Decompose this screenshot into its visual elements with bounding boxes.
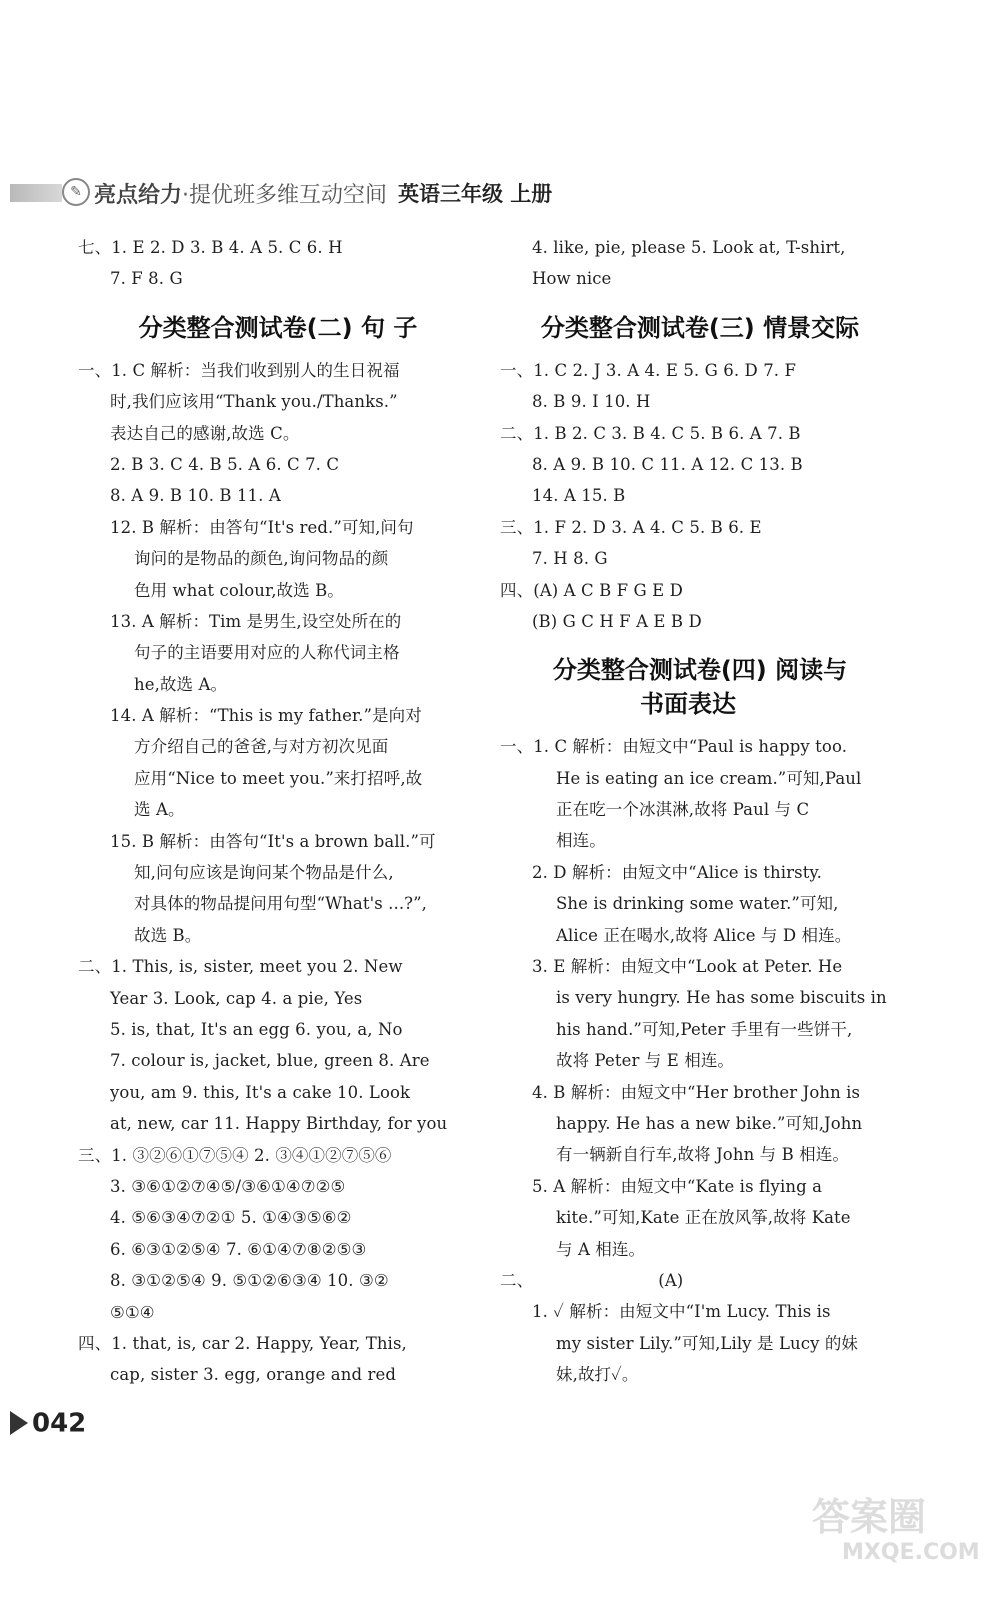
book-title: 英语三年级 上册 bbox=[398, 182, 553, 206]
answer-line: he,故选 A。 bbox=[134, 674, 228, 694]
answer-line: Year 3. Look, cap 4. a pie, Yes bbox=[110, 988, 363, 1008]
left-column bbox=[78, 232, 478, 1391]
answer-line: 14. A 解析：“This is my father.”是向对 bbox=[110, 706, 422, 726]
answer-line: ⑤①④ bbox=[110, 1302, 155, 1322]
answer-line: is very hungry. He has some biscuits in bbox=[556, 988, 887, 1008]
answer-line: 色用 what colour,故选 B。 bbox=[134, 580, 344, 600]
page-header bbox=[0, 176, 1000, 212]
answer-line: his hand.”可知,Peter 手里有一些饼干, bbox=[556, 1019, 853, 1039]
answer-line: 13. A 解析：Tim 是男生,设空处所在的 bbox=[110, 611, 402, 631]
answer-line: 正在吃一个冰淇淋,故将 Paul 与 C bbox=[556, 800, 810, 820]
answer-line: 与 A 相连。 bbox=[556, 1239, 646, 1259]
answer-line: happy. He has a new bike.”可知,John bbox=[556, 1113, 863, 1133]
answer-line: 句子的主语要用对应的人称代词主格 bbox=[134, 643, 400, 663]
section-title: 分类整合测试卷(二) 句 子 bbox=[138, 313, 418, 342]
answer-line: 三、1. ③②⑥①⑦⑤④ 2. ③④①②⑦⑤⑥ bbox=[78, 1145, 392, 1165]
answer-line: kite.”可知,Kate 正在放风筝,故将 Kate bbox=[556, 1208, 851, 1228]
section-title: 分类整合测试卷(三) 情景交际 bbox=[540, 313, 860, 342]
answer-line: 8. A 9. B 10. C 11. A 12. C 13. B bbox=[532, 454, 803, 474]
answer-line: 选 A。 bbox=[134, 800, 185, 820]
brand-name bbox=[94, 178, 387, 209]
answer-line: 故选 B。 bbox=[134, 925, 202, 945]
answer-line: 妹,故打✓。 bbox=[556, 1365, 639, 1385]
page-number bbox=[10, 1408, 86, 1439]
brand-main: 亮点给力 bbox=[94, 183, 183, 208]
answer-line: 二、1. B 2. C 3. B 4. C 5. B 6. A 7. B bbox=[500, 423, 801, 443]
answer-line: 7. H 8. G bbox=[532, 549, 608, 569]
answer-line: 5. is, that, It's an egg 6. you, a, No bbox=[110, 1019, 403, 1039]
answer-line: 二、1. This, is, sister, meet you 2. New bbox=[78, 957, 403, 977]
answer-line: 4. B 解析：由短文中“Her brother John is bbox=[532, 1082, 861, 1102]
answer-line: 询问的是物品的颜色,询问物品的颜 bbox=[134, 549, 389, 569]
answer-line: 2. B 3. C 4. B 5. A 6. C 7. C bbox=[110, 454, 340, 474]
answer-line: She is drinking some water.”可知, bbox=[556, 894, 839, 914]
answer-line: 一、1. C 解析：由短文中“Paul is happy too. bbox=[500, 737, 848, 757]
answer-line: 4. ⑤⑥③④⑦②① 5. ①④③⑤⑥② bbox=[110, 1208, 352, 1228]
answer-line: 七、1. E 2. D 3. B 4. A 5. C 6. H bbox=[78, 238, 343, 257]
right-column bbox=[500, 232, 900, 1391]
answer-line: How nice bbox=[532, 269, 612, 289]
answer-line: 表达自己的感谢,故选 C。 bbox=[110, 423, 300, 443]
answer-line: 8. ③①②⑤④ 9. ⑤①②⑥③④ 10. ③② bbox=[110, 1271, 389, 1291]
answer-line: 相连。 bbox=[556, 831, 606, 851]
answer-line: 3. ③⑥①②⑦④⑤/③⑥①④⑦②⑤ bbox=[110, 1176, 346, 1196]
answer-line: 一、1. C 解析：当我们收到别人的生日祝福 bbox=[78, 360, 400, 380]
answer-line: (B) G C H F A E B D bbox=[532, 611, 702, 631]
answer-line: 故将 Peter 与 E 相连。 bbox=[556, 1051, 735, 1071]
section-marker: 二、 bbox=[500, 1270, 534, 1290]
answer-line: 3. E 解析：由短文中“Look at Peter. He bbox=[532, 957, 843, 977]
brand-sub: ·提优班多维互动空间 bbox=[182, 183, 388, 208]
answer-line bbox=[500, 1265, 900, 1296]
answer-line: at, new, car 11. Happy Birthday, for you bbox=[110, 1114, 448, 1134]
answer-line: 8. B 9. I 10. H bbox=[532, 392, 651, 412]
answer-line: 四、1. that, is, car 2. Happy, Year, This, bbox=[78, 1333, 407, 1353]
answer-line: 时,我们应该用“Thank you./Thanks.” bbox=[110, 392, 398, 412]
answer-line: 四、(A) A C B F G E D bbox=[500, 580, 683, 600]
header-decor-bar bbox=[10, 184, 62, 202]
answer-line: 一、1. C 2. J 3. A 4. E 5. G 6. D 7. F bbox=[500, 360, 797, 380]
watermark-url: MXQE.COM bbox=[842, 1540, 980, 1565]
watermark-logo: 答案圈 bbox=[812, 1495, 927, 1539]
answer-line: He is eating an ice cream.”可知,Paul bbox=[556, 768, 862, 788]
answer-line: you, am 9. this, It's a cake 10. Look bbox=[110, 1082, 411, 1102]
answer-line: 6. ⑥③①②⑤④ 7. ⑥①④⑦⑧②⑤③ bbox=[110, 1239, 367, 1259]
answer-line: my sister Lily.”可知,Lily 是 Lucy 的妹 bbox=[556, 1333, 859, 1353]
page-arrow-icon bbox=[10, 1411, 28, 1435]
answer-line: 对具体的物品提问用句型“What's ...?”, bbox=[134, 894, 427, 914]
answer-line: 8. A 9. B 10. B 11. A bbox=[110, 486, 281, 506]
answer-line: 4. like, pie, please 5. Look at, T-shirt, bbox=[532, 238, 846, 257]
answer-line: 5. A 解析：由短文中“Kate is flying a bbox=[532, 1176, 823, 1196]
subsection-label: (A) bbox=[658, 1270, 684, 1290]
answer-line: 应用“Nice to meet you.”来打招呼,故 bbox=[134, 768, 423, 788]
answer-line: 知,问句应该是询问某个物品是什么, bbox=[134, 863, 394, 883]
answer-line: 12. B 解析：由答句“It's red.”可知,问句 bbox=[110, 517, 414, 537]
page-number-text: 042 bbox=[32, 1408, 87, 1439]
section-title-cont: 书面表达 bbox=[640, 690, 736, 719]
answer-line: 方介绍自己的爸爸,与对方初次见面 bbox=[134, 737, 389, 757]
answer-line: cap, sister 3. egg, orange and red bbox=[110, 1365, 396, 1385]
section-title: 分类整合测试卷(四) 阅读与 bbox=[552, 656, 848, 685]
answer-line: 三、1. F 2. D 3. A 4. C 5. B 6. E bbox=[500, 517, 762, 537]
brand-logo-icon: ✎ bbox=[62, 178, 90, 206]
answer-line: Alice 正在喝水,故将 Alice 与 D 相连。 bbox=[556, 925, 852, 945]
answer-line: 有一辆新自行车,故将 John 与 B 相连。 bbox=[556, 1145, 849, 1165]
answer-line: 14. A 15. B bbox=[532, 486, 626, 506]
answer-line: 7. F 8. G bbox=[110, 269, 183, 289]
answer-line: 7. colour is, jacket, blue, green 8. Are bbox=[110, 1051, 430, 1071]
answer-line: 2. D 解析：由短文中“Alice is thirsty. bbox=[532, 862, 823, 882]
answer-line: 15. B 解析：由答句“It's a brown ball.”可 bbox=[110, 831, 436, 851]
answer-line: 1. ✓ 解析：由短文中“I'm Lucy. This is bbox=[532, 1302, 831, 1322]
